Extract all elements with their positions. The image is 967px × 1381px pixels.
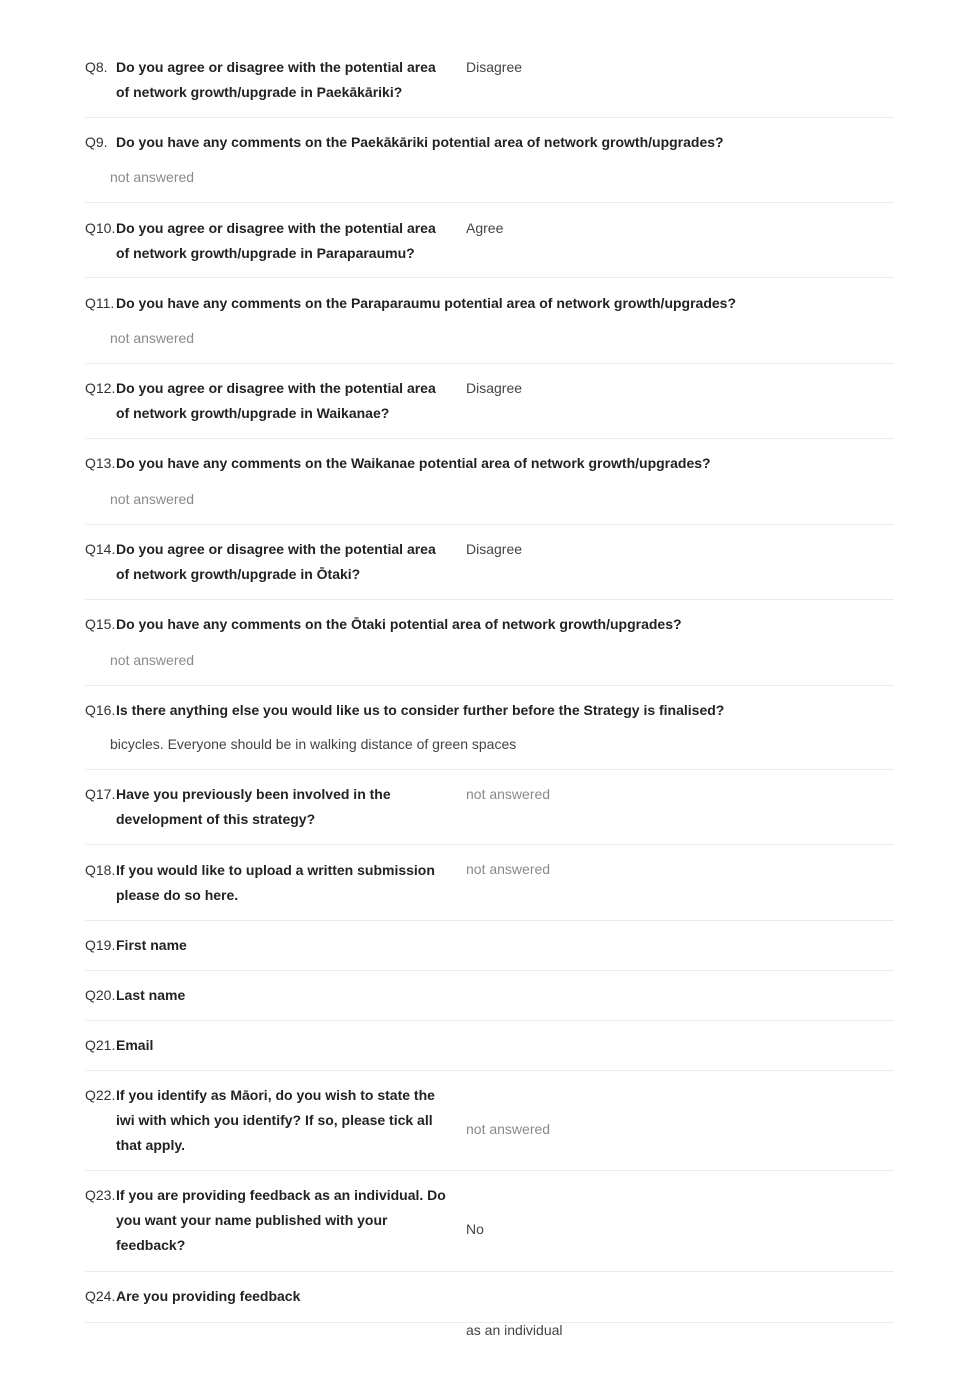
question-number: Q16.: [85, 702, 116, 718]
question-number: Q10.: [85, 220, 116, 236]
question-text: First name: [116, 937, 187, 953]
question-text: Do you agree or disagree with the potential area of network growth/upgrade in Ōtaki?: [116, 541, 436, 582]
question-text: Last name: [116, 987, 186, 1003]
question-number: Q23.: [85, 1187, 116, 1203]
answer-q24: as an individual: [466, 1322, 563, 1338]
question-number: Q17.: [85, 786, 116, 802]
divider: [85, 202, 894, 203]
divider: [85, 117, 894, 118]
answer-q22: not answered: [466, 1121, 551, 1137]
divider: [85, 1271, 894, 1272]
answer-q13: not answered: [110, 491, 195, 507]
divider: [85, 970, 894, 971]
question-number: Q14.: [85, 541, 116, 557]
divider: [85, 685, 894, 686]
answer-q17: not answered: [466, 786, 551, 802]
question-number: Q20.: [85, 987, 116, 1003]
divider: [85, 769, 894, 770]
answer-q18: not answered: [466, 861, 551, 877]
divider: [85, 844, 894, 845]
question-number: Q21.: [85, 1037, 116, 1053]
question-number: Q19.: [85, 937, 116, 953]
divider: [85, 920, 894, 921]
question-text: Email: [116, 1037, 154, 1053]
question-text: If you would like to upload a written submission please do so here.: [116, 862, 435, 903]
question-text: Do you agree or disagree with the potential area of network growth/upgrade in Paraparaumu?: [116, 220, 436, 261]
answer-q11: not answered: [110, 330, 195, 346]
answer-q10: Agree: [466, 220, 504, 236]
question-number: Q24.: [85, 1288, 116, 1304]
divider: [85, 524, 894, 525]
divider: [85, 438, 894, 439]
question-text: Are you providing feedback: [116, 1288, 301, 1304]
question-number: Q18.: [85, 862, 116, 878]
question-number: Q12.: [85, 380, 116, 396]
question-number: Q22.: [85, 1087, 116, 1103]
divider: [85, 277, 894, 278]
question-text: Do you have any comments on the Paekākāriki potential area of network growth/upgrades?: [116, 134, 724, 150]
question-number: Q11.: [85, 295, 115, 311]
question-text: If you are providing feedback as an individual. Do you want your name published with your feedback?: [116, 1187, 446, 1253]
answer-q16: bicycles. Everyone should be in walking distance of green spaces: [110, 736, 517, 752]
divider: [85, 1070, 894, 1071]
answer-q15: not answered: [110, 652, 195, 668]
divider: [85, 1020, 894, 1021]
divider: [85, 1170, 894, 1171]
answer-q23: No: [466, 1221, 484, 1237]
question-number: Q9.: [85, 134, 108, 150]
answer-q8: Disagree: [466, 59, 523, 75]
question-text: Do you have any comments on the Waikanae potential area of network growth/upgrades?: [116, 455, 711, 471]
question-text: Do you agree or disagree with the potential area of network growth/upgrade in Waikanae?: [116, 380, 436, 421]
question-text: Have you previously been involved in the development of this strategy?: [116, 786, 391, 827]
divider: [85, 363, 894, 364]
question-text: Do you have any comments on the Paraparaumu potential area of network growth/upgrades?: [116, 295, 737, 311]
question-text: Do you have any comments on the Ōtaki potential area of network growth/upgrades?: [116, 616, 682, 632]
question-number: Q8.: [85, 59, 108, 75]
answer-q12: Disagree: [466, 380, 523, 396]
answer-q9: not answered: [110, 169, 195, 185]
question-text: Do you agree or disagree with the potential area of network growth/upgrade in Paekākāriki?: [116, 59, 436, 100]
question-text: If you identify as Māori, do you wish to state the iwi with which you identify? If so, please tick all that apply.: [116, 1087, 435, 1153]
answer-q14: Disagree: [466, 541, 523, 557]
question-number: Q13.: [85, 455, 116, 471]
question-text: Is there anything else you would like us to consider further before the Strategy is finalised?: [116, 702, 725, 718]
divider: [85, 599, 894, 600]
question-number: Q15.: [85, 616, 116, 632]
